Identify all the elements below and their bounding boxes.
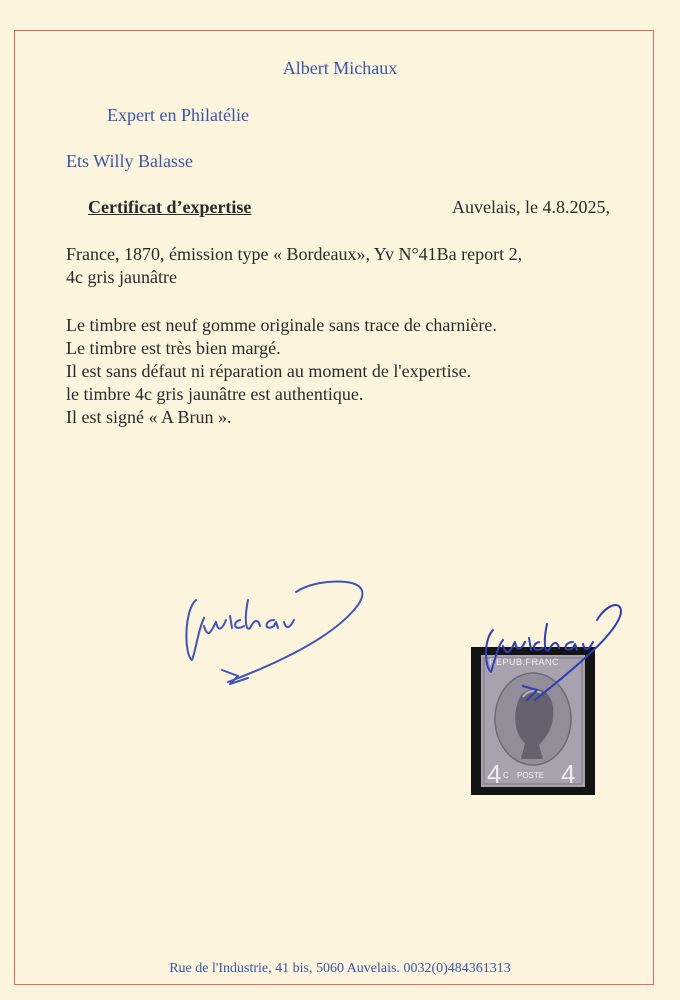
company-name: Ets Willy Balasse [66, 151, 193, 171]
stamp-value-suffix: C [503, 771, 509, 780]
place-date: Auvelais, le 4.8.2025, [452, 197, 610, 217]
footer-address: Rue de l'Industrie, 41 bis, 5060 Auvelais. 0032(0)484361313 [169, 961, 511, 976]
expert-title: Expert en Philatélie [107, 105, 249, 125]
expertise-statement [66, 314, 497, 429]
red-border-frame [14, 30, 654, 985]
stamp-top-text: REPUB.FRANC [489, 657, 560, 667]
statement-line: le timbre 4c gris jaunâtre est authentique. [66, 384, 364, 404]
expert-name: Albert Michaux [282, 58, 398, 78]
stamp-description [66, 243, 522, 289]
expert-signature [178, 570, 373, 690]
stamp-bottom-text: POSTE [517, 771, 545, 780]
description-line: France, 1870, émission type « Bordeaux», Yv N°41Ba report 2, [66, 244, 523, 264]
description-line: 4c gris jaunâtre [66, 267, 177, 287]
stamp-value-left: 4 [487, 759, 502, 789]
statement-line: Le timbre est neuf gomme originale sans trace de charnière. [66, 315, 497, 335]
stamp-signature [475, 590, 625, 730]
certificate-title: Certificat d’expertise [88, 197, 252, 217]
stamp-value-right: 4 [561, 759, 576, 789]
statement-line: Le timbre est très bien margé. [66, 338, 281, 358]
statement-line: Il est sans défaut ni réparation au moment de l'expertise. [66, 361, 472, 381]
statement-line: Il est signé « A Brun ». [66, 407, 232, 427]
